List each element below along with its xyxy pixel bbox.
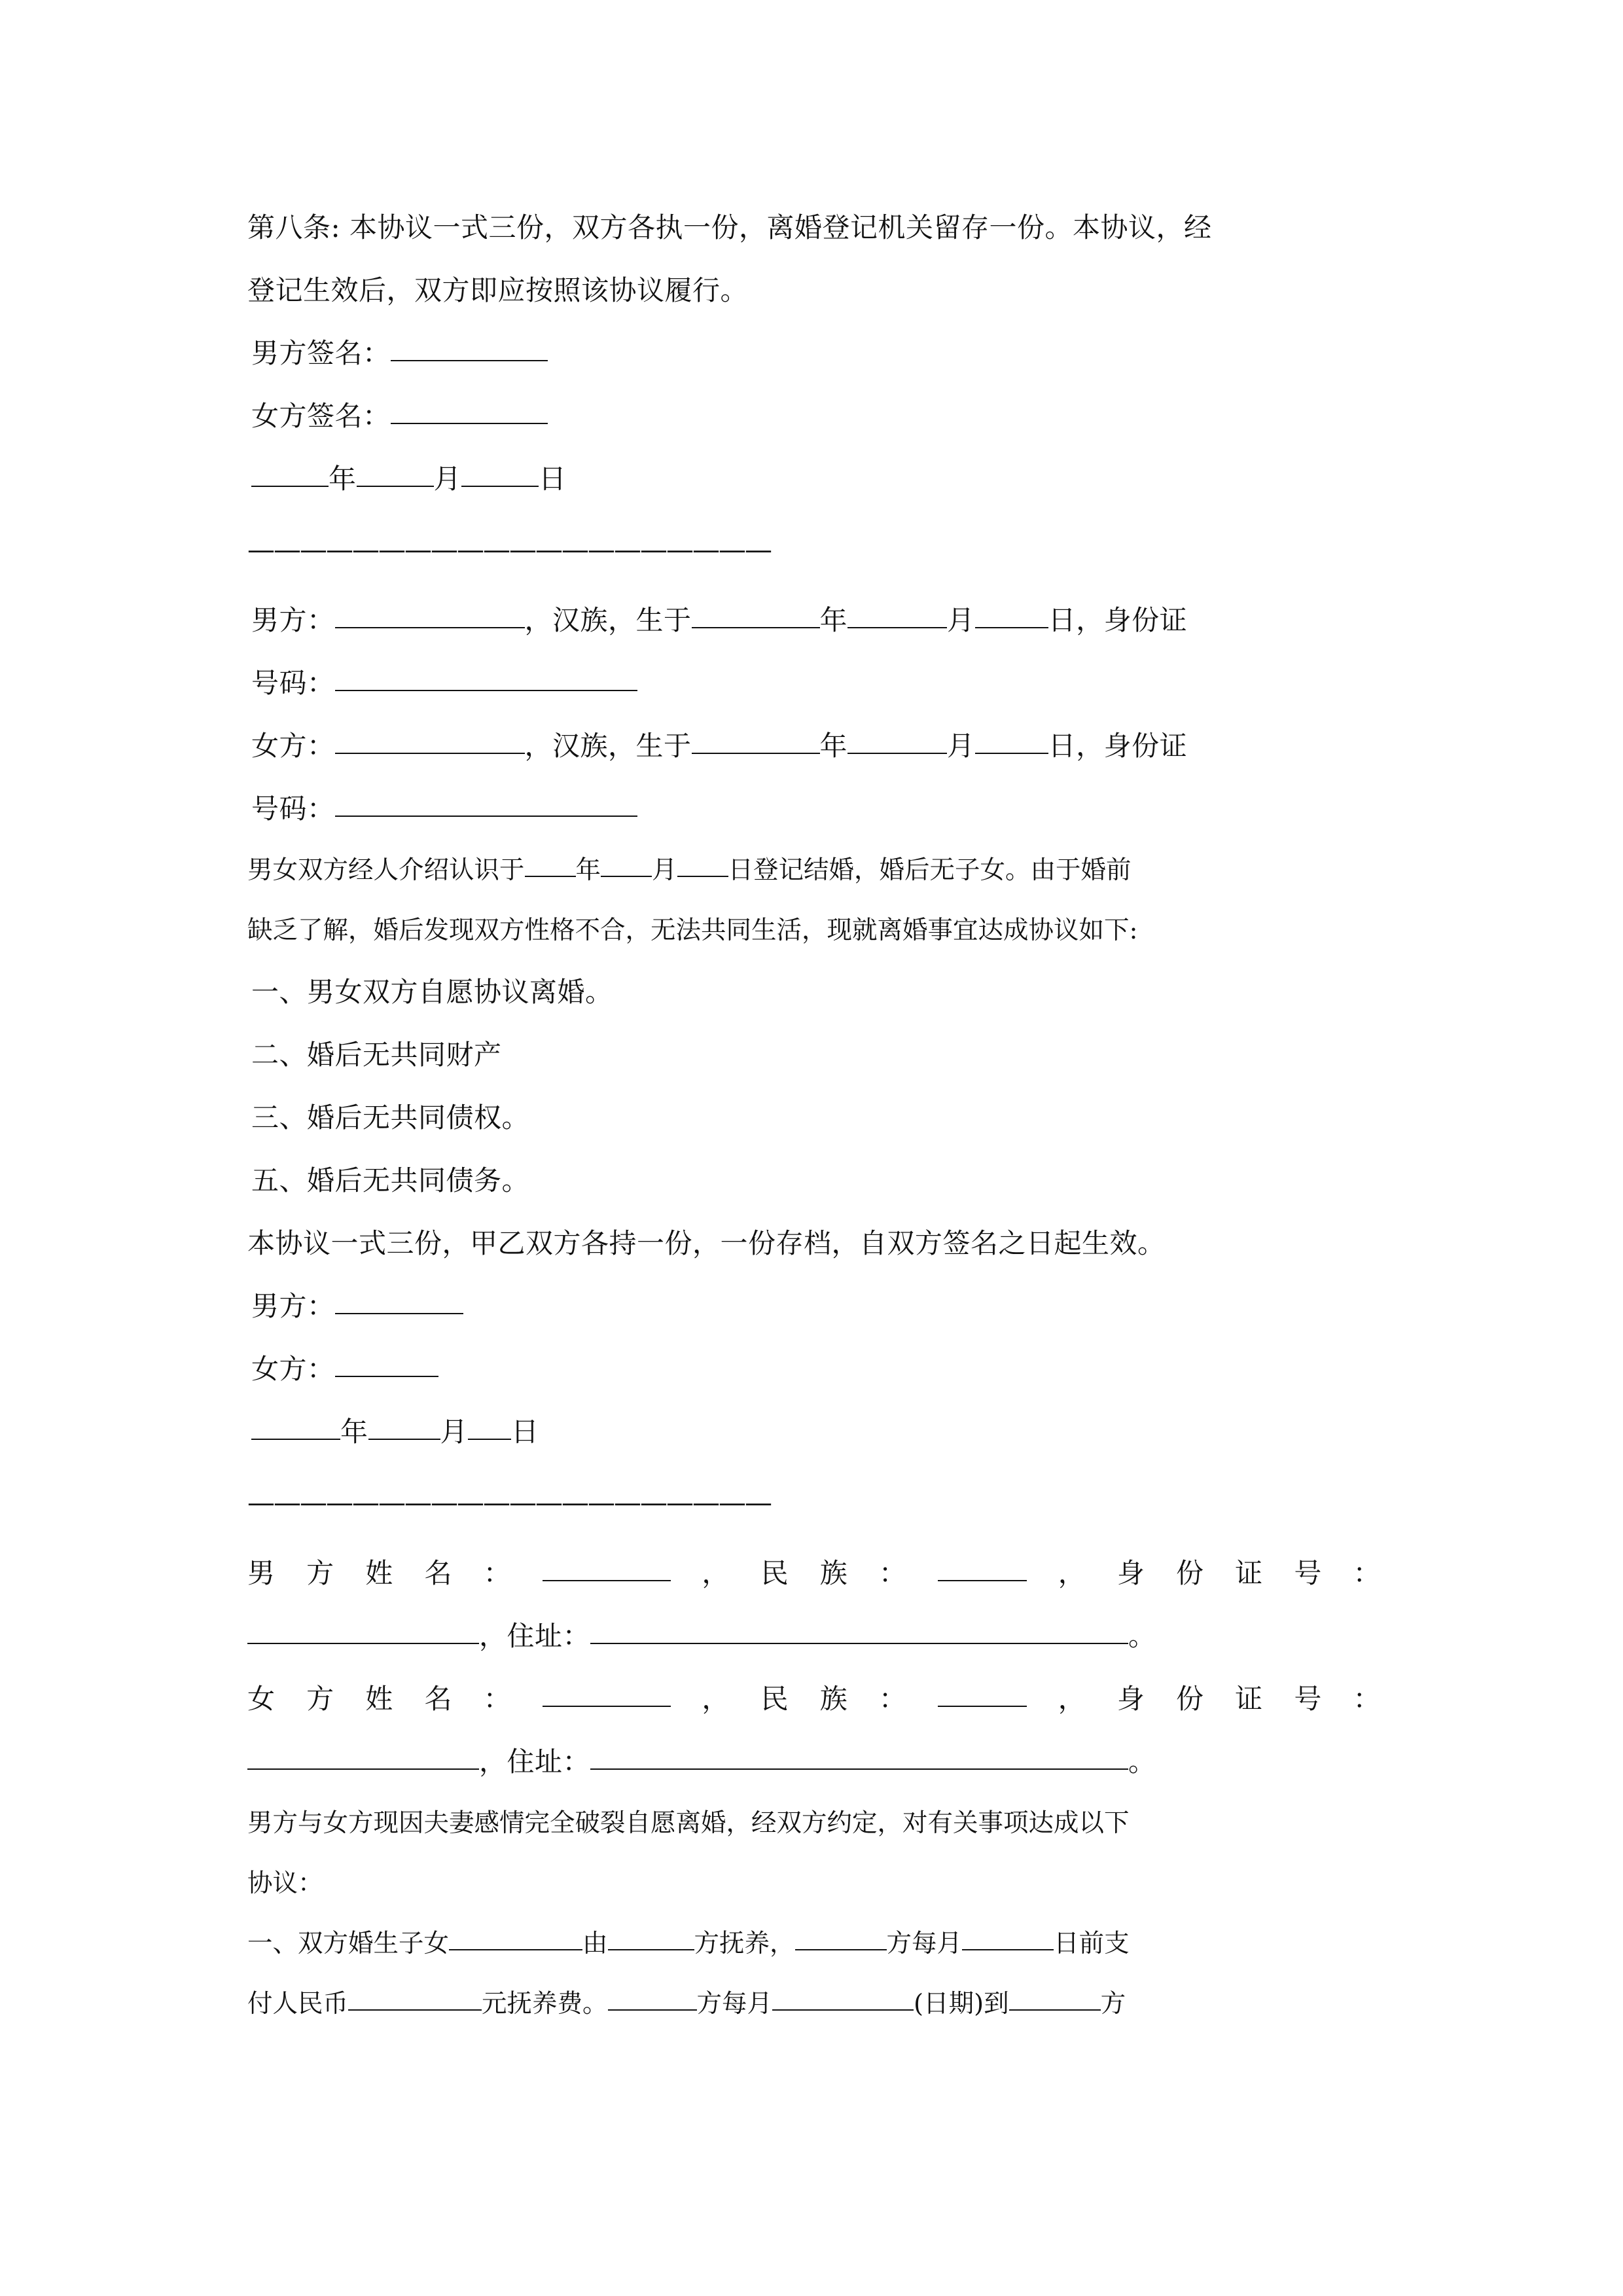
custody-monthly-label: 方每月 [886, 1929, 963, 1958]
male-identity-label: 男方： [251, 604, 335, 636]
custody-children-blank[interactable] [449, 1923, 582, 1950]
clause-number: 二、 [251, 1039, 308, 1071]
preamble-intro-text: 男女双方经人介绍认识于 [247, 855, 525, 885]
marriage-year-label: 年 [575, 855, 601, 885]
male-signature-label-2: 男方： [251, 1290, 335, 1322]
male-identity-line [247, 589, 1381, 652]
clause-text: 婚后无共同财产 [307, 1039, 502, 1071]
female-birth-year-label: 年 [819, 730, 848, 762]
male-ethnicity-text: ，汉族，生于 [524, 604, 692, 636]
custody-party3-blank[interactable] [1009, 1983, 1101, 2011]
section-divider-2: ———————————————————— [247, 1486, 771, 1518]
signature-date-line-2 [247, 1401, 1381, 1463]
female-ethnicity-text: ，汉族，生于 [524, 730, 692, 762]
clause-item [247, 1024, 1381, 1086]
custody-clause-line-1 [247, 1914, 1381, 1974]
sig2-day-label: 日 [511, 1416, 539, 1448]
custody-party3-label: 方 [1100, 1989, 1126, 2018]
female-signature-blank-2[interactable] [335, 1350, 438, 1377]
female-party-address-line [247, 1731, 1381, 1793]
sig1-year-blank[interactable] [251, 459, 329, 487]
final-statement-line-2: 协议： [247, 1869, 323, 1898]
preamble-tail-text: 日登记结婚，婚后无子女。由于婚前 [728, 855, 1132, 885]
clause-text: 婚后无共同债权。 [307, 1102, 530, 1134]
article-8-line-1: 第八条: 本协议一式三份，双方各执一份，离婚登记机关留存一份。本协议，经 [247, 211, 1212, 243]
custody-amount-blank[interactable] [348, 1983, 482, 2011]
article-8-paragraph [247, 196, 1381, 322]
preamble-line-1 [247, 840, 1381, 901]
male-id-number-line [247, 652, 1381, 715]
sig1-month-blank[interactable] [357, 459, 434, 487]
female-signature-line-2 [247, 1338, 1381, 1401]
clause-item [247, 1086, 1381, 1149]
preamble-line-2: 缺乏了解，婚后发现双方性格不合，无法共同生活，现就离婚事宜达成协议如下: [247, 916, 1138, 945]
custody-guardian-blank[interactable] [608, 1923, 694, 1950]
marriage-year-blank[interactable] [525, 850, 576, 877]
male-party-id-blank[interactable] [247, 1617, 479, 1644]
male-id-number-blank[interactable] [335, 664, 637, 691]
female-birth-day-label: 日，身份证 [1048, 730, 1188, 762]
male-party-ethnicity-blank[interactable] [938, 1554, 1027, 1581]
sig2-year-label: 年 [340, 1416, 368, 1448]
custody-payday-blank[interactable] [962, 1923, 1054, 1950]
signature-date-line-1 [247, 448, 1381, 511]
sig1-day-label: 日 [539, 463, 567, 495]
custody-payer-blank[interactable] [795, 1923, 887, 1950]
male-party-details-line [247, 1542, 1381, 1605]
sig1-year-label: 年 [329, 463, 357, 495]
female-party-id-blank[interactable] [247, 1742, 479, 1770]
custody-monthly2-label: 方每月 [696, 1989, 773, 2018]
male-party-address-blank[interactable] [590, 1617, 1128, 1644]
female-birth-day-blank[interactable] [975, 726, 1048, 754]
male-birth-day-blank[interactable] [975, 601, 1048, 628]
custody-before-label: 日前支 [1054, 1929, 1130, 1958]
male-signature-label: 男方签名： [251, 337, 391, 369]
female-party-terminator: 。 [1128, 1746, 1156, 1778]
male-birth-year-label: 年 [819, 604, 848, 636]
sig2-month-label: 月 [440, 1416, 469, 1448]
female-signature-line-1 [247, 385, 1381, 448]
clause-number: 一、 [251, 976, 308, 1008]
male-birth-day-label: 日，身份证 [1048, 604, 1188, 636]
clause-number: 五、 [251, 1164, 308, 1196]
custody-party2-blank[interactable] [608, 1983, 697, 2011]
female-signature-label-2: 女方： [251, 1353, 335, 1385]
marriage-month-blank[interactable] [601, 850, 652, 877]
male-birth-year-blank[interactable] [692, 601, 820, 628]
female-id-number-blank[interactable] [335, 789, 637, 817]
male-party-name-blank[interactable] [543, 1554, 671, 1581]
female-signature-blank[interactable] [391, 397, 548, 424]
female-id-number-line [247, 778, 1381, 840]
male-party-address-label: ，住址： [479, 1620, 591, 1652]
male-signature-line-2 [247, 1275, 1381, 1338]
custody-raise-label: 方抚养， [694, 1929, 795, 1958]
male-party-address-line [247, 1605, 1381, 1668]
sig1-month-label: 月 [433, 463, 462, 495]
female-identity-label: 女方： [251, 730, 335, 762]
female-name-blank[interactable] [335, 726, 525, 754]
female-signature-label: 女方签名： [251, 400, 391, 432]
clause-text: 男女双方自愿协议离婚。 [307, 976, 613, 1008]
article-8-line-2: 登记生效后，双方即应按照该协议履行。 [247, 274, 749, 306]
male-birth-month-blank[interactable] [847, 601, 947, 628]
custody-date-note-label: (日期)到 [914, 1989, 1009, 2018]
female-birth-year-blank[interactable] [692, 726, 820, 754]
marriage-day-blank[interactable] [677, 850, 728, 877]
clause-item [247, 1149, 1381, 1212]
sig2-month-blank[interactable] [368, 1412, 440, 1440]
male-signature-blank[interactable] [391, 334, 548, 361]
male-party-terminator: 。 [1128, 1620, 1156, 1652]
clause-item [247, 961, 1381, 1024]
female-birth-month-blank[interactable] [847, 726, 947, 754]
sig1-day-blank[interactable] [461, 459, 539, 487]
male-name-blank[interactable] [335, 601, 525, 628]
female-identity-line [247, 715, 1381, 778]
custody-pay-label: 付人民币 [247, 1989, 349, 2018]
custody-intro-text: 一、双方婚生子女 [247, 1929, 450, 1958]
marriage-month-label: 月 [652, 855, 677, 885]
custody-date2-blank[interactable] [772, 1983, 914, 2011]
custody-by-label: 由 [582, 1929, 608, 1958]
female-party-ethnicity-blank[interactable] [938, 1679, 1027, 1707]
female-party-name-blank[interactable] [543, 1679, 671, 1707]
female-party-ethnicity-label: ，民族： [670, 1683, 938, 1715]
male-signature-blank-2[interactable] [335, 1287, 463, 1314]
clause-text: 婚后无共同债务。 [307, 1164, 530, 1196]
male-party-ethnicity-label: ，民族： [670, 1557, 938, 1589]
female-birth-month-label: 月 [947, 730, 975, 762]
sig2-year-blank[interactable] [251, 1412, 340, 1440]
final-statement-line-1: 男方与女方现因夫妻感情完全破裂自愿离婚，经双方约定，对有关事项达成以下 [247, 1808, 1130, 1838]
copies-statement: 本协议一式三份，甲乙双方各持一份，一份存档，自双方签名之日起生效。 [247, 1227, 1166, 1259]
male-signature-line-1 [247, 322, 1381, 385]
female-party-address-blank[interactable] [590, 1742, 1128, 1770]
sig2-day-blank[interactable] [468, 1412, 511, 1440]
clause-number: 三、 [251, 1102, 308, 1134]
female-party-name-label: 女方姓名： [247, 1683, 543, 1715]
custody-fee-label: 元抚养费。 [482, 1989, 608, 2018]
male-birth-month-label: 月 [947, 604, 975, 636]
female-party-details-line [247, 1668, 1381, 1731]
section-divider-1: ———————————————————— [247, 533, 771, 565]
male-party-id-label: ，身份证号： [1027, 1557, 1381, 1589]
male-party-name-label: 男方姓名： [247, 1557, 543, 1589]
female-party-address-label: ，住址： [479, 1746, 591, 1778]
female-party-id-label: ，身份证号： [1027, 1683, 1381, 1715]
male-id-number-label: 号码： [251, 667, 335, 699]
female-id-number-label: 号码： [251, 793, 335, 825]
custody-clause-line-2 [247, 1974, 1381, 2034]
